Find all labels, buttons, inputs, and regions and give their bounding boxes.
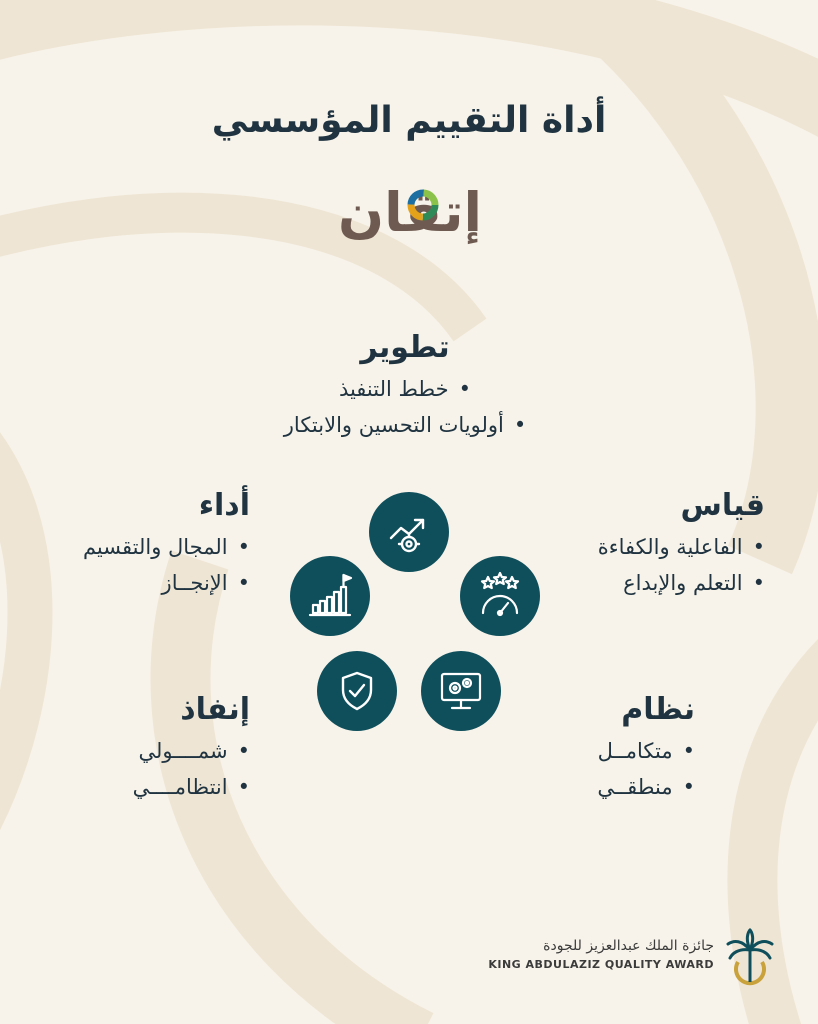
award-emblem-icon bbox=[724, 928, 776, 988]
shield-check-icon bbox=[317, 651, 397, 731]
list-item: • انتظامــــي bbox=[80, 769, 250, 805]
section-measurement bbox=[540, 488, 765, 601]
logo-ring-icon bbox=[406, 188, 440, 222]
growth-gear-icon bbox=[369, 492, 449, 572]
section-heading: أداء bbox=[198, 488, 250, 523]
monitor-gears-icon bbox=[421, 651, 501, 731]
list-item: • خطط التنفيذ bbox=[230, 371, 580, 407]
list-item: • متكامــل bbox=[540, 733, 695, 769]
section-heading: تطوير bbox=[360, 330, 450, 365]
list-item: • الإنجــاز bbox=[50, 565, 250, 601]
list-item: • شمــــولي bbox=[80, 733, 250, 769]
list-item: • أولويات التحسين والابتكار bbox=[230, 407, 580, 443]
section-heading: نظام bbox=[621, 692, 695, 727]
rating-gauge-icon bbox=[460, 556, 540, 636]
list-item: • الفاعلية والكفاءة bbox=[540, 529, 765, 565]
bar-chart-flag-icon bbox=[290, 556, 370, 636]
logo-text: إتقان bbox=[337, 181, 483, 244]
section-heading: قياس bbox=[680, 488, 765, 523]
section-performance bbox=[50, 488, 250, 601]
section-system bbox=[540, 692, 695, 805]
award-name-arabic: جائزة الملك عبدالعزيز للجودة bbox=[543, 938, 714, 954]
section-execution bbox=[80, 692, 250, 805]
list-item: • التعلم والإبداع bbox=[540, 565, 765, 601]
award-name-english: KING ABDULAZIZ QUALITY AWARD bbox=[488, 958, 714, 971]
award-footer bbox=[488, 938, 714, 971]
list-item: • المجال والتقسيم bbox=[50, 529, 250, 565]
itqan-logo bbox=[330, 178, 490, 248]
section-development bbox=[230, 330, 580, 443]
list-item: • منطقــي bbox=[540, 769, 695, 805]
page-title: أداة التقييم المؤسسي bbox=[211, 100, 607, 141]
section-heading: إنفاذ bbox=[180, 692, 250, 727]
